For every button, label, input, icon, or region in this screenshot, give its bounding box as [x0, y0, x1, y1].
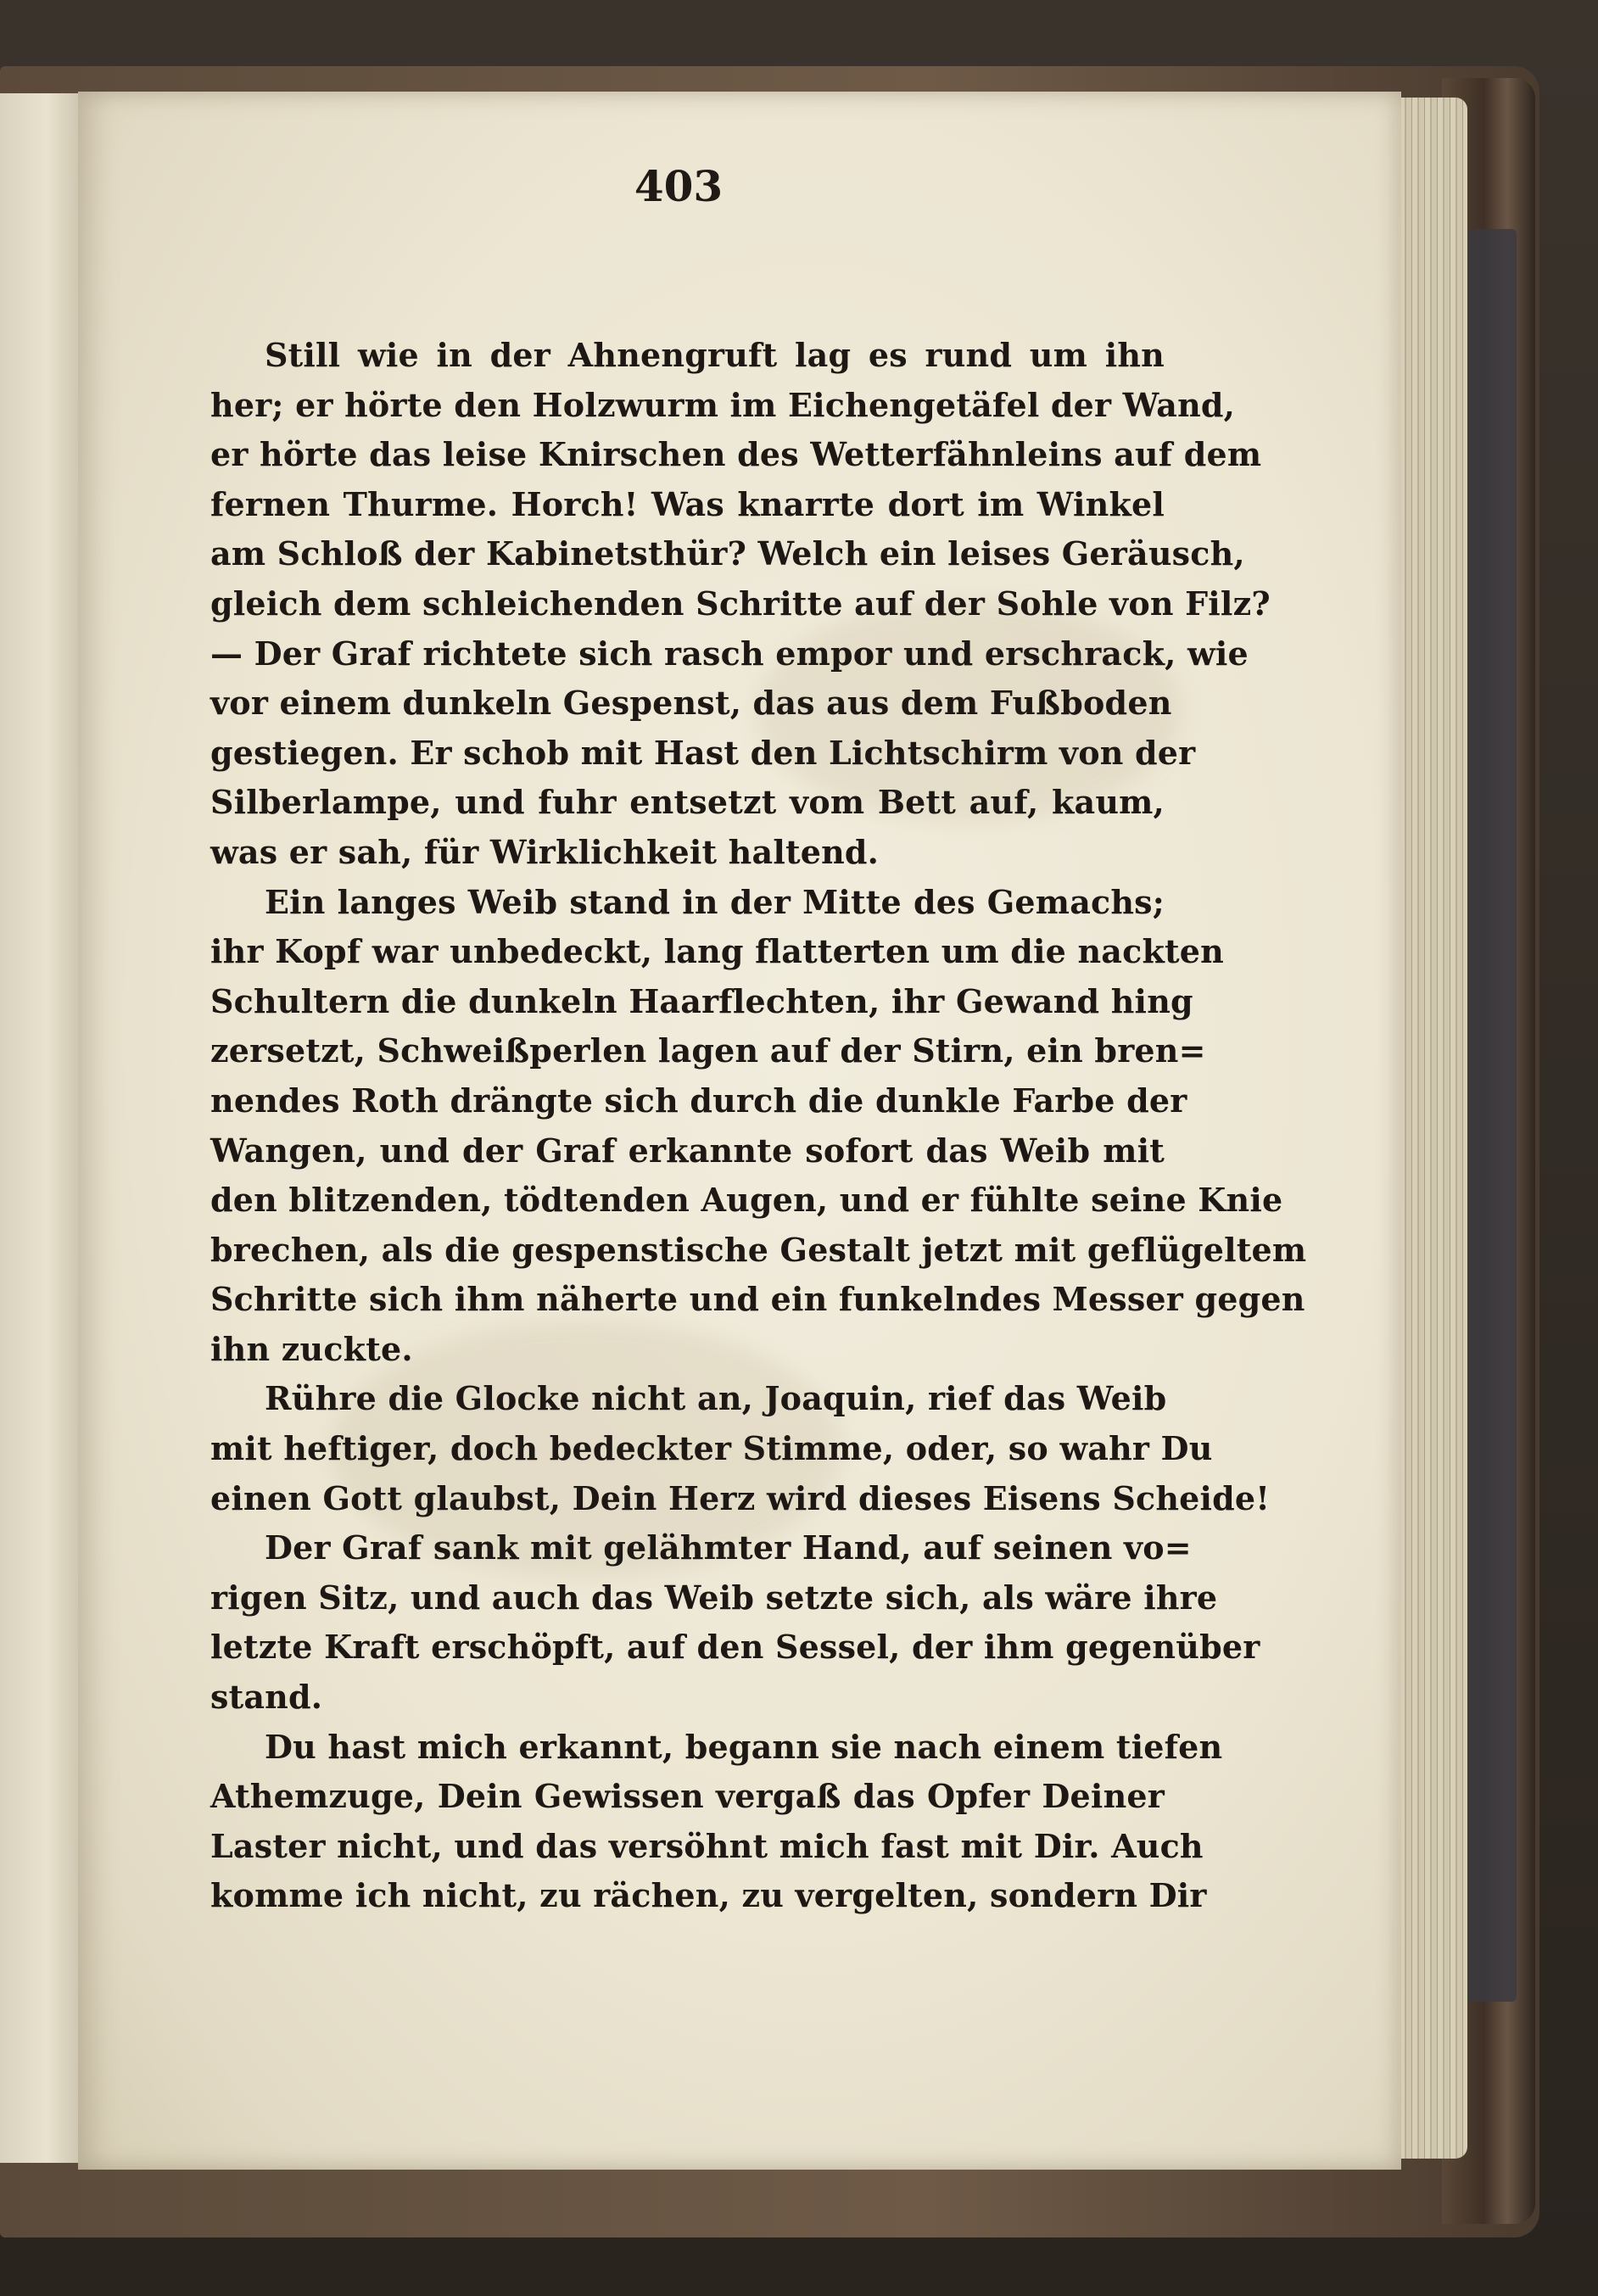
- paragraph: [210, 878, 1307, 1375]
- text-line: brechen, als die gespenstische Gestalt jetzt mit geflügeltem: [210, 1230, 1307, 1269]
- text-line: gleich dem schleichenden Schritte auf der Sohle von Filz?: [210, 584, 1271, 623]
- text-line: vor einem dunkeln Gespenst, das aus dem Fußboden: [210, 684, 1172, 723]
- text-line: mit heftiger, doch bedeckter Stimme, oder, so wahr Du: [210, 1429, 1213, 1468]
- previous-page-edge: [0, 93, 80, 2163]
- text-line: ihr Kopf war unbedeckt, lang flatterten um die nackten: [210, 932, 1224, 971]
- text-line: was er sah, für Wirklichkeit haltend.: [210, 832, 880, 871]
- text-line: Schritte sich ihm näherte und ein funkelndes Messer gegen: [210, 1280, 1305, 1319]
- text-line: den blitzenden, tödtenden Augen, und er fühlte seine Knie: [210, 1181, 1283, 1220]
- text-line: ihn zuckte.: [210, 1329, 413, 1368]
- text-line: rigen Sitz, und auch das Weib setzte sich, als wäre ihre: [210, 1578, 1218, 1617]
- text-line: Wangen, und der Graf erkannte sofort das Weib mit: [210, 1131, 1165, 1170]
- body-text: [210, 331, 1307, 1921]
- text-line: gestiegen. Er schob mit Hast den Lichtschirm von der: [210, 733, 1196, 772]
- paragraph: [210, 1523, 1260, 1722]
- text-line: fernen Thurme. Horch! Was knarrte dort im Winkel: [210, 484, 1165, 523]
- text-line: Laster nicht, und das versöhnt mich fast mit Dir. Auch: [210, 1826, 1204, 1865]
- text-line: Der Graf sank mit gelähmter Hand, auf seinen vo=: [265, 1528, 1192, 1567]
- paragraph: [210, 1374, 1271, 1523]
- text-line: Schultern die dunkeln Haarflechten, ihr Gewand hing: [210, 981, 1193, 1020]
- text-line: am Schloß der Kabinetsthür? Welch ein leises Geräusch,: [210, 534, 1245, 573]
- text-line: stand.: [210, 1678, 323, 1717]
- text-line: er hörte das leise Knirschen des Wetterfähnleins auf dem: [210, 435, 1262, 474]
- text-line: nendes Roth drängte sich durch die dunkle Farbe der: [210, 1081, 1187, 1120]
- text-line: Athemzuge, Dein Gewissen vergaß das Opfer Deiner: [210, 1777, 1165, 1816]
- text-line: zersetzt, Schweißperlen lagen auf der Stirn, ein bren=: [210, 1031, 1206, 1070]
- text-line: — Der Graf richtete sich rasch empor und erschrack, wie: [210, 634, 1249, 673]
- book-cover-band: [1467, 229, 1517, 2002]
- text-line: komme ich nicht, zu rächen, zu vergelten, sondern Dir: [210, 1876, 1207, 1915]
- text-line: einen Gott glaubst, Dein Herz wird dieses Eisens Scheide!: [210, 1478, 1271, 1517]
- page-number: 403: [634, 161, 724, 211]
- text-line: Silberlampe, und fuhr entsetzt vom Bett auf, kaum,: [210, 783, 1165, 822]
- text-line: Rühre die Glocke nicht an, Joaquin, rief das Weib: [265, 1379, 1167, 1418]
- text-line: letzte Kraft erschöpft, auf den Sessel, der ihm gegenüber: [210, 1628, 1260, 1667]
- paragraph: [210, 1723, 1223, 1921]
- text-line: Du hast mich erkannt, begann sie nach einem tiefen: [265, 1727, 1223, 1766]
- text-line: her; er hörte den Holzwurm im Eichengetäfel der Wand,: [210, 385, 1236, 424]
- text-line: Ein langes Weib stand in der Mitte des Gemachs;: [265, 882, 1165, 921]
- paragraph: [210, 331, 1271, 878]
- text-line: Still wie in der Ahnengruft lag es rund um ihn: [265, 336, 1165, 374]
